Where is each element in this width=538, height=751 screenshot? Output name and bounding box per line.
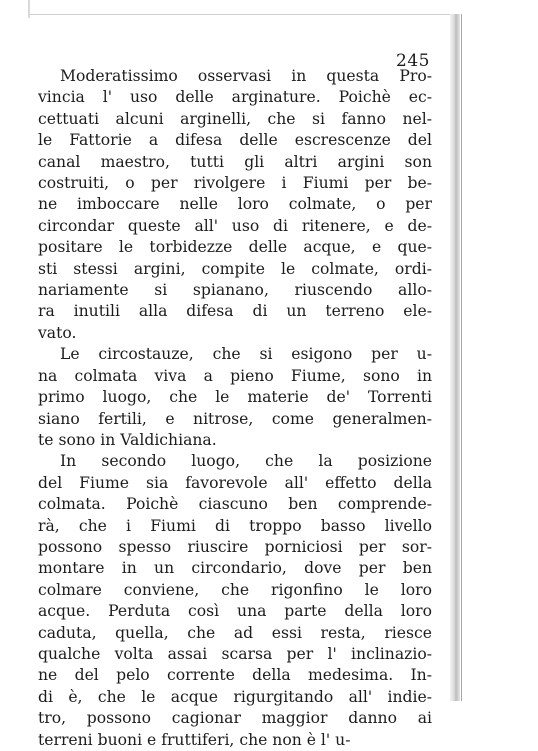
text-line: caduta, quella, che ad essi resta, riesce	[38, 623, 432, 642]
page-top-edge	[30, 14, 450, 15]
text-line: colmare conviene, che rigonfino le loro	[38, 580, 432, 599]
text-line: terreni buoni e fruttiferi, che non è l' u-	[38, 730, 351, 749]
text-line: sti stessi argini, compite le colmate, ordi-	[38, 259, 432, 278]
text-line: circondar queste all' uso di ritenere, e de-	[38, 216, 432, 235]
page-number: 245	[396, 51, 430, 71]
text-line: costruiti, o per rivolgere i Fiumi per be-	[38, 174, 432, 193]
text-line: possono spesso riuscire porniciosi per sor-	[38, 537, 432, 556]
text-line: positare le torbidezze delle acque, e que-	[38, 238, 432, 257]
text-line: ne del pelo corrente della medesima. In-	[38, 666, 432, 685]
text-line: cettuati alcuni arginelli, che si fanno nel-	[38, 109, 432, 128]
text-line: rà, che i Fiumi di troppo basso livello	[38, 516, 432, 535]
text-line: qualche volta assai scarsa per l' inclinazio-	[38, 644, 432, 663]
text-line: colmata. Poichè ciascuno ben comprende-	[38, 495, 432, 514]
text-line: vincia l' uso delle arginature. Poichè ec-	[38, 88, 432, 107]
text-line: te sono in Valdichiana.	[38, 430, 217, 449]
text-line: acque. Perduta così una parte della loro	[38, 602, 432, 621]
text-line: In secondo luogo, che la posizione	[60, 452, 432, 471]
text-line: vato.	[38, 323, 77, 342]
text-line: ra inutili alla difesa di un terreno ele-	[38, 302, 432, 321]
text-line: del Fiume sia favorevole all' effetto della	[38, 473, 432, 492]
text-line: siano fertili, e nitrose, come generalmen-	[38, 409, 432, 428]
text-line: na colmata viva a pieno Fiume, sono in	[38, 366, 432, 385]
text-line: montare in un circondario, dove per ben	[38, 559, 432, 578]
text-line: le Fattorie a difesa delle escrescenze del	[38, 131, 432, 150]
text-line: Le circostauze, che si esigono per u-	[60, 345, 432, 364]
text-line: canal maestro, tutti gli altri argini son	[38, 152, 432, 171]
body-text	[38, 66, 432, 751]
page-corner-shadow	[28, 0, 30, 18]
text-line: Moderatissimo osservasi in questa Pro-	[60, 67, 432, 85]
text-line: di è, che le acque rigurgitando all' indie-	[38, 687, 432, 706]
text-line: ne imboccare nelle loro colmate, o per	[38, 195, 432, 214]
text-line: tro, possono cagionar maggior danno ai	[38, 709, 432, 728]
book-gutter-edge	[450, 14, 460, 701]
text-line: primo luogo, che le materie de' Torrenti	[38, 388, 432, 407]
text-line: nariamente si spianano, riuscendo allo-	[38, 281, 432, 300]
